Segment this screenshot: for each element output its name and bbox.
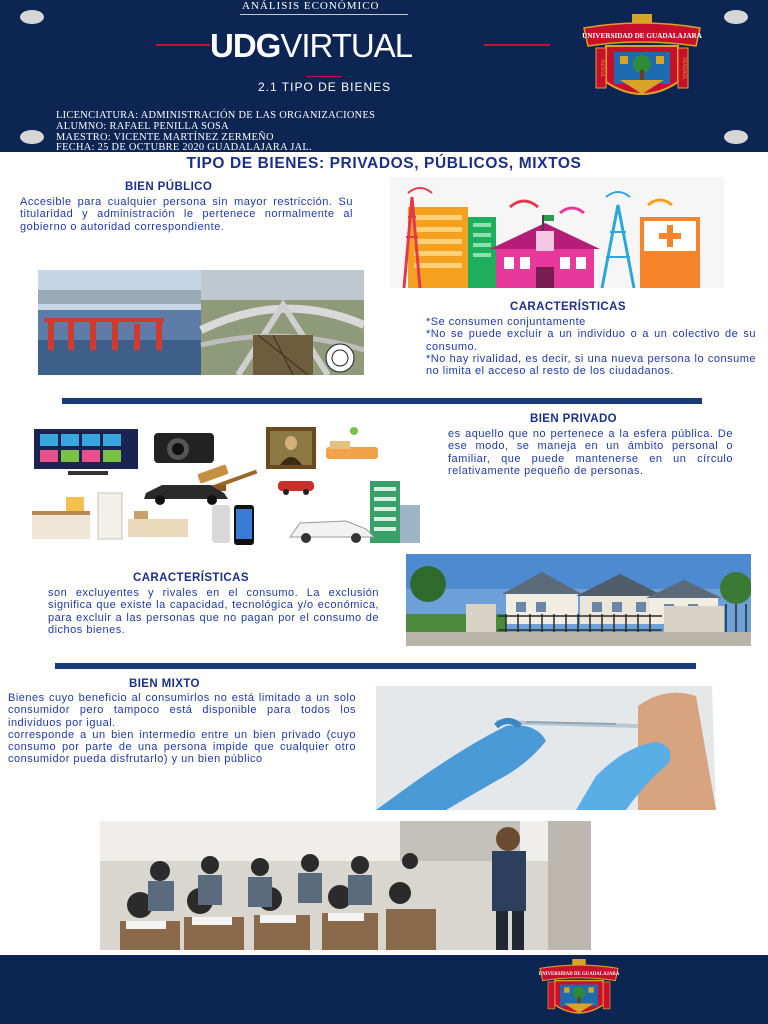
private-features-heading: CARACTERÍSTICAS (133, 572, 249, 584)
public-features-heading: CARACTERÍSTICAS (510, 301, 626, 313)
private-house-photo (406, 554, 751, 646)
page-subtitle: 2.1 TIPO DE BIENES (258, 80, 392, 94)
course-title: ANÁLISIS ECONÓMICO (242, 0, 380, 12)
info-student: ALUMNO: RAFAEL PENILLA SOSA (56, 120, 229, 132)
crest-motto-right: TRABAJA (681, 56, 686, 80)
public-feature-item: *Se consumen conjuntamente (426, 316, 586, 328)
public-feature-item: *No se puede excluir a un individuo o a un colectivo de su consumo. (426, 328, 756, 353)
section-divider (55, 663, 696, 669)
public-features-list (426, 316, 756, 377)
private-goods-collage (28, 425, 430, 547)
info-degree: LICENCIATURA: ADMINISTRACIÓN DE LAS ORGANIZACIONES (56, 110, 376, 121)
private-features-paragraph: son excluyentes y rivales en el consumo. La exclusión significa que existe la capacidad, tecnológica y/o económica, para excluir a las personas que no pagan por el consumo de dichos bienes. (48, 587, 379, 636)
public-good-heading: BIEN PÚBLICO (125, 181, 213, 193)
crest-motto-left: PIENSA (599, 59, 604, 77)
decor-dot (724, 130, 748, 144)
public-good-text (20, 196, 353, 233)
private-features-text (48, 587, 379, 636)
decor-dot (20, 130, 44, 144)
public-feature-item: *No hay rivalidad, es decir, si una nueva persona lo consume no limita el acceso al resto de los ciudadanos. (426, 352, 756, 378)
crest-label: UNIVERSIDAD DE GUADALAJARA (582, 32, 702, 40)
logo-brand-prefix: UDG (210, 27, 281, 64)
mixed-good-heading: BIEN MIXTO (129, 678, 200, 690)
classroom-photo (100, 821, 591, 950)
student-info (56, 111, 375, 152)
logo-wordmark (210, 26, 412, 66)
footer-banner (0, 955, 768, 1024)
footer-university-crest (536, 959, 622, 1021)
vaccination-photo (376, 686, 749, 810)
header-banner (0, 0, 768, 152)
decor-dot (724, 10, 748, 24)
decor-dot (20, 10, 44, 24)
logo-accent-line (484, 44, 550, 46)
mixed-good-text (8, 692, 356, 766)
public-good-paragraph: Accesible para cualquier persona sin mayor restricción. Su titularidad y administración le pertenece normalmente al gobierno o autoridad correspondiente. (20, 196, 353, 233)
private-good-paragraph: es aquello que no pertenece a la esfera pública. De ese modo, se maneja en un ámbito personal o familiar, que puede mantenerse en un círculo relativamente pequeño de personas. (448, 428, 733, 477)
logo-accent-line (156, 44, 210, 46)
udg-virtual-logo (150, 26, 550, 66)
info-teacher: MAESTRO: VICENTE MARTÍNEZ ZERMEÑO (56, 131, 274, 143)
private-good-text (448, 428, 733, 477)
info-date: FECHA: 25 DE OCTUBRE 2020 GUADALAJARA JAL. (56, 142, 312, 152)
page-title: TIPO DE BIENES: PRIVADOS, PÚBLICOS, MIXTOS (186, 155, 582, 172)
crest-label: UNIVERSIDAD DE GUADALAJARA (538, 972, 620, 978)
private-good-heading: BIEN PRIVADO (530, 413, 618, 425)
subtitle-accent (306, 76, 342, 77)
public-infrastructure-photo (38, 270, 364, 375)
university-crest (580, 14, 704, 106)
mixed-good-paragraph: corresponde a un bien intermedio entre un bien privado (cuyo consumo por parte de una persona impide que cualquier otro consumidor pueda disfrutarlo) y un bien público (8, 728, 356, 766)
mixed-good-paragraph: Bienes cuyo beneficio al consumirlos no está limitado a un solo consumidor pero tampoco está disponible para todos los individuos por igual. (8, 692, 356, 729)
divider (240, 14, 408, 15)
section-divider (62, 398, 702, 404)
public-buildings-illustration (390, 177, 724, 288)
logo-brand-suffix: VIRTUAL (280, 27, 413, 64)
